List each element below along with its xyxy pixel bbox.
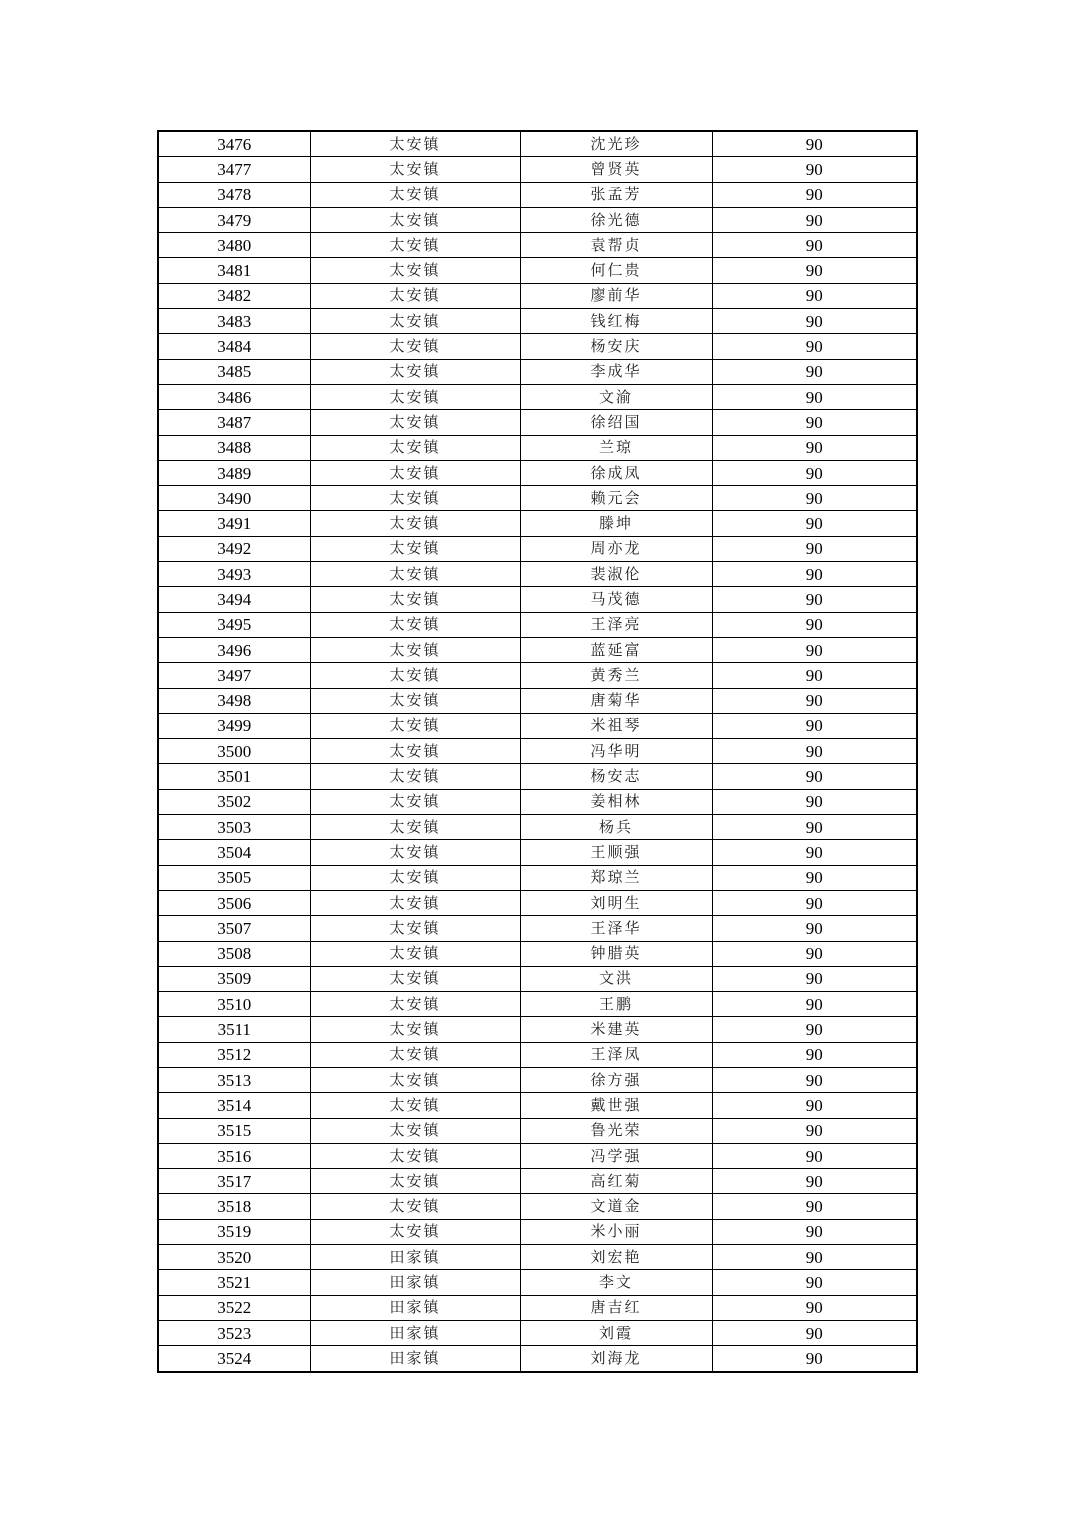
table-row <box>158 713 917 738</box>
amount-cell: 90 <box>712 916 917 941</box>
town-cell: 太安镇 <box>310 511 520 536</box>
row-number-cell: 3513 <box>158 1067 310 1092</box>
person-name-cell: 钟腊英 <box>520 941 712 966</box>
person-name-cell: 文道金 <box>520 1194 712 1219</box>
town-cell: 太安镇 <box>310 486 520 511</box>
row-number-cell: 3491 <box>158 511 310 536</box>
amount-cell: 90 <box>712 587 917 612</box>
person-name-cell: 滕坤 <box>520 511 712 536</box>
row-number-cell: 3510 <box>158 992 310 1017</box>
amount-cell: 90 <box>712 739 917 764</box>
amount-cell: 90 <box>712 562 917 587</box>
row-number-cell: 3519 <box>158 1219 310 1244</box>
amount-cell: 90 <box>712 1093 917 1118</box>
row-number-cell: 3476 <box>158 131 310 157</box>
person-name-cell: 何仁贵 <box>520 258 712 283</box>
town-cell: 太安镇 <box>310 966 520 991</box>
table-row <box>158 258 917 283</box>
amount-cell: 90 <box>712 637 917 662</box>
person-name-cell: 李文 <box>520 1270 712 1295</box>
town-cell: 田家镇 <box>310 1245 520 1270</box>
person-name-cell: 徐光德 <box>520 207 712 232</box>
row-number-cell: 3523 <box>158 1320 310 1345</box>
amount-cell: 90 <box>712 789 917 814</box>
table-row <box>158 1169 917 1194</box>
person-name-cell: 张孟芳 <box>520 182 712 207</box>
row-number-cell: 3499 <box>158 713 310 738</box>
town-cell: 太安镇 <box>310 460 520 485</box>
person-name-cell: 徐绍国 <box>520 410 712 435</box>
table-row <box>158 587 917 612</box>
person-name-cell: 王泽华 <box>520 916 712 941</box>
town-cell: 太安镇 <box>310 663 520 688</box>
table-row <box>158 1320 917 1345</box>
person-name-cell: 文洪 <box>520 966 712 991</box>
amount-cell: 90 <box>712 612 917 637</box>
amount-cell: 90 <box>712 1346 917 1372</box>
row-number-cell: 3507 <box>158 916 310 941</box>
row-number-cell: 3490 <box>158 486 310 511</box>
person-name-cell: 唐吉红 <box>520 1295 712 1320</box>
roster-table-body <box>158 131 917 1372</box>
table-row <box>158 1219 917 1244</box>
person-name-cell: 王泽凤 <box>520 1042 712 1067</box>
table-row <box>158 739 917 764</box>
table-row <box>158 1194 917 1219</box>
town-cell: 太安镇 <box>310 890 520 915</box>
amount-cell: 90 <box>712 536 917 561</box>
table-row <box>158 1295 917 1320</box>
amount-cell: 90 <box>712 486 917 511</box>
row-number-cell: 3480 <box>158 233 310 258</box>
row-number-cell: 3500 <box>158 739 310 764</box>
row-number-cell: 3511 <box>158 1017 310 1042</box>
amount-cell: 90 <box>712 384 917 409</box>
row-number-cell: 3483 <box>158 309 310 334</box>
person-name-cell: 裴淑伦 <box>520 562 712 587</box>
town-cell: 太安镇 <box>310 157 520 182</box>
person-name-cell: 高红菊 <box>520 1169 712 1194</box>
row-number-cell: 3498 <box>158 688 310 713</box>
row-number-cell: 3502 <box>158 789 310 814</box>
row-number-cell: 3479 <box>158 207 310 232</box>
person-name-cell: 米祖琴 <box>520 713 712 738</box>
person-name-cell: 钱红梅 <box>520 309 712 334</box>
town-cell: 田家镇 <box>310 1295 520 1320</box>
table-row <box>158 663 917 688</box>
person-name-cell: 黄秀兰 <box>520 663 712 688</box>
town-cell: 太安镇 <box>310 410 520 435</box>
town-cell: 太安镇 <box>310 359 520 384</box>
table-row <box>158 182 917 207</box>
table-row <box>158 1017 917 1042</box>
town-cell: 太安镇 <box>310 536 520 561</box>
person-name-cell: 曾贤英 <box>520 157 712 182</box>
table-row <box>158 1093 917 1118</box>
town-cell: 太安镇 <box>310 384 520 409</box>
person-name-cell: 米小丽 <box>520 1219 712 1244</box>
person-name-cell: 杨兵 <box>520 815 712 840</box>
row-number-cell: 3505 <box>158 865 310 890</box>
amount-cell: 90 <box>712 1295 917 1320</box>
town-cell: 太安镇 <box>310 637 520 662</box>
row-number-cell: 3524 <box>158 1346 310 1372</box>
town-cell: 太安镇 <box>310 1093 520 1118</box>
row-number-cell: 3503 <box>158 815 310 840</box>
town-cell: 太安镇 <box>310 562 520 587</box>
row-number-cell: 3496 <box>158 637 310 662</box>
town-cell: 田家镇 <box>310 1270 520 1295</box>
town-cell: 太安镇 <box>310 1067 520 1092</box>
row-number-cell: 3504 <box>158 840 310 865</box>
table-row <box>158 865 917 890</box>
town-cell: 太安镇 <box>310 1017 520 1042</box>
row-number-cell: 3492 <box>158 536 310 561</box>
person-name-cell: 冯华明 <box>520 739 712 764</box>
town-cell: 太安镇 <box>310 1118 520 1143</box>
person-name-cell: 蓝延富 <box>520 637 712 662</box>
table-row <box>158 410 917 435</box>
town-cell: 田家镇 <box>310 1320 520 1345</box>
person-name-cell: 戴世强 <box>520 1093 712 1118</box>
table-row <box>158 233 917 258</box>
amount-cell: 90 <box>712 941 917 966</box>
row-number-cell: 3520 <box>158 1245 310 1270</box>
person-name-cell: 徐成凤 <box>520 460 712 485</box>
amount-cell: 90 <box>712 1169 917 1194</box>
amount-cell: 90 <box>712 258 917 283</box>
person-name-cell: 廖前华 <box>520 283 712 308</box>
amount-cell: 90 <box>712 233 917 258</box>
table-row <box>158 562 917 587</box>
table-row <box>158 916 917 941</box>
amount-cell: 90 <box>712 663 917 688</box>
amount-cell: 90 <box>712 1270 917 1295</box>
amount-cell: 90 <box>712 131 917 157</box>
table-row <box>158 1270 917 1295</box>
person-name-cell: 冯学强 <box>520 1143 712 1168</box>
table-row <box>158 612 917 637</box>
person-name-cell: 唐菊华 <box>520 688 712 713</box>
person-name-cell: 兰琼 <box>520 435 712 460</box>
row-number-cell: 3485 <box>158 359 310 384</box>
person-name-cell: 马茂德 <box>520 587 712 612</box>
amount-cell: 90 <box>712 1042 917 1067</box>
person-name-cell: 刘海龙 <box>520 1346 712 1372</box>
person-name-cell: 徐方强 <box>520 1067 712 1092</box>
row-number-cell: 3487 <box>158 410 310 435</box>
town-cell: 太安镇 <box>310 789 520 814</box>
town-cell: 田家镇 <box>310 1346 520 1372</box>
person-name-cell: 刘霞 <box>520 1320 712 1345</box>
row-number-cell: 3514 <box>158 1093 310 1118</box>
row-number-cell: 3481 <box>158 258 310 283</box>
table-row <box>158 992 917 1017</box>
amount-cell: 90 <box>712 1320 917 1345</box>
table-row <box>158 815 917 840</box>
row-number-cell: 3508 <box>158 941 310 966</box>
person-name-cell: 米建英 <box>520 1017 712 1042</box>
row-number-cell: 3506 <box>158 890 310 915</box>
table-row <box>158 359 917 384</box>
amount-cell: 90 <box>712 890 917 915</box>
table-row <box>158 840 917 865</box>
town-cell: 太安镇 <box>310 435 520 460</box>
town-cell: 太安镇 <box>310 1042 520 1067</box>
table-row <box>158 334 917 359</box>
table-row <box>158 157 917 182</box>
row-number-cell: 3493 <box>158 562 310 587</box>
row-number-cell: 3482 <box>158 283 310 308</box>
town-cell: 太安镇 <box>310 283 520 308</box>
table-row <box>158 309 917 334</box>
table-row <box>158 890 917 915</box>
town-cell: 太安镇 <box>310 992 520 1017</box>
town-cell: 太安镇 <box>310 1143 520 1168</box>
amount-cell: 90 <box>712 840 917 865</box>
table-row <box>158 941 917 966</box>
town-cell: 太安镇 <box>310 815 520 840</box>
person-name-cell: 沈光珍 <box>520 131 712 157</box>
row-number-cell: 3518 <box>158 1194 310 1219</box>
person-name-cell: 王顺强 <box>520 840 712 865</box>
town-cell: 太安镇 <box>310 764 520 789</box>
amount-cell: 90 <box>712 713 917 738</box>
amount-cell: 90 <box>712 1245 917 1270</box>
table-row <box>158 966 917 991</box>
amount-cell: 90 <box>712 966 917 991</box>
amount-cell: 90 <box>712 182 917 207</box>
row-number-cell: 3488 <box>158 435 310 460</box>
table-row <box>158 637 917 662</box>
table-row <box>158 1245 917 1270</box>
amount-cell: 90 <box>712 992 917 1017</box>
table-row <box>158 764 917 789</box>
table-row <box>158 486 917 511</box>
person-name-cell: 王泽亮 <box>520 612 712 637</box>
amount-cell: 90 <box>712 309 917 334</box>
table-row <box>158 384 917 409</box>
table-row <box>158 460 917 485</box>
person-name-cell: 杨安庆 <box>520 334 712 359</box>
table-row <box>158 1143 917 1168</box>
row-number-cell: 3512 <box>158 1042 310 1067</box>
table-row <box>158 1346 917 1372</box>
person-name-cell: 刘宏艳 <box>520 1245 712 1270</box>
town-cell: 太安镇 <box>310 865 520 890</box>
town-cell: 太安镇 <box>310 612 520 637</box>
town-cell: 太安镇 <box>310 840 520 865</box>
amount-cell: 90 <box>712 460 917 485</box>
town-cell: 太安镇 <box>310 334 520 359</box>
row-number-cell: 3495 <box>158 612 310 637</box>
row-number-cell: 3515 <box>158 1118 310 1143</box>
table-row <box>158 1118 917 1143</box>
amount-cell: 90 <box>712 1118 917 1143</box>
row-number-cell: 3494 <box>158 587 310 612</box>
town-cell: 太安镇 <box>310 233 520 258</box>
town-cell: 太安镇 <box>310 1219 520 1244</box>
person-name-cell: 杨安志 <box>520 764 712 789</box>
town-cell: 太安镇 <box>310 941 520 966</box>
row-number-cell: 3477 <box>158 157 310 182</box>
roster-table <box>157 130 918 1373</box>
row-number-cell: 3501 <box>158 764 310 789</box>
person-name-cell: 刘明生 <box>520 890 712 915</box>
table-row <box>158 511 917 536</box>
person-name-cell: 李成华 <box>520 359 712 384</box>
amount-cell: 90 <box>712 764 917 789</box>
person-name-cell: 赖元会 <box>520 486 712 511</box>
town-cell: 太安镇 <box>310 739 520 764</box>
amount-cell: 90 <box>712 688 917 713</box>
person-name-cell: 周亦龙 <box>520 536 712 561</box>
person-name-cell: 姜相林 <box>520 789 712 814</box>
row-number-cell: 3497 <box>158 663 310 688</box>
table-row <box>158 1067 917 1092</box>
town-cell: 太安镇 <box>310 713 520 738</box>
person-name-cell: 袁帮贞 <box>520 233 712 258</box>
amount-cell: 90 <box>712 865 917 890</box>
town-cell: 太安镇 <box>310 309 520 334</box>
row-number-cell: 3478 <box>158 182 310 207</box>
town-cell: 太安镇 <box>310 131 520 157</box>
row-number-cell: 3484 <box>158 334 310 359</box>
town-cell: 太安镇 <box>310 182 520 207</box>
row-number-cell: 3516 <box>158 1143 310 1168</box>
amount-cell: 90 <box>712 815 917 840</box>
amount-cell: 90 <box>712 283 917 308</box>
table-row <box>158 131 917 157</box>
amount-cell: 90 <box>712 1143 917 1168</box>
person-name-cell: 郑琼兰 <box>520 865 712 890</box>
row-number-cell: 3517 <box>158 1169 310 1194</box>
row-number-cell: 3486 <box>158 384 310 409</box>
town-cell: 太安镇 <box>310 1169 520 1194</box>
table-row <box>158 789 917 814</box>
town-cell: 太安镇 <box>310 916 520 941</box>
amount-cell: 90 <box>712 410 917 435</box>
table-row <box>158 435 917 460</box>
amount-cell: 90 <box>712 1219 917 1244</box>
row-number-cell: 3521 <box>158 1270 310 1295</box>
town-cell: 太安镇 <box>310 1194 520 1219</box>
row-number-cell: 3509 <box>158 966 310 991</box>
town-cell: 太安镇 <box>310 688 520 713</box>
amount-cell: 90 <box>712 435 917 460</box>
table-row <box>158 1042 917 1067</box>
table-row <box>158 283 917 308</box>
amount-cell: 90 <box>712 1017 917 1042</box>
amount-cell: 90 <box>712 511 917 536</box>
person-name-cell: 文渝 <box>520 384 712 409</box>
amount-cell: 90 <box>712 1067 917 1092</box>
amount-cell: 90 <box>712 1194 917 1219</box>
amount-cell: 90 <box>712 359 917 384</box>
table-row <box>158 207 917 232</box>
table-row <box>158 536 917 561</box>
amount-cell: 90 <box>712 207 917 232</box>
table-row <box>158 688 917 713</box>
town-cell: 太安镇 <box>310 258 520 283</box>
amount-cell: 90 <box>712 334 917 359</box>
amount-cell: 90 <box>712 157 917 182</box>
town-cell: 太安镇 <box>310 587 520 612</box>
row-number-cell: 3522 <box>158 1295 310 1320</box>
town-cell: 太安镇 <box>310 207 520 232</box>
row-number-cell: 3489 <box>158 460 310 485</box>
person-name-cell: 王鹏 <box>520 992 712 1017</box>
person-name-cell: 鲁光荣 <box>520 1118 712 1143</box>
